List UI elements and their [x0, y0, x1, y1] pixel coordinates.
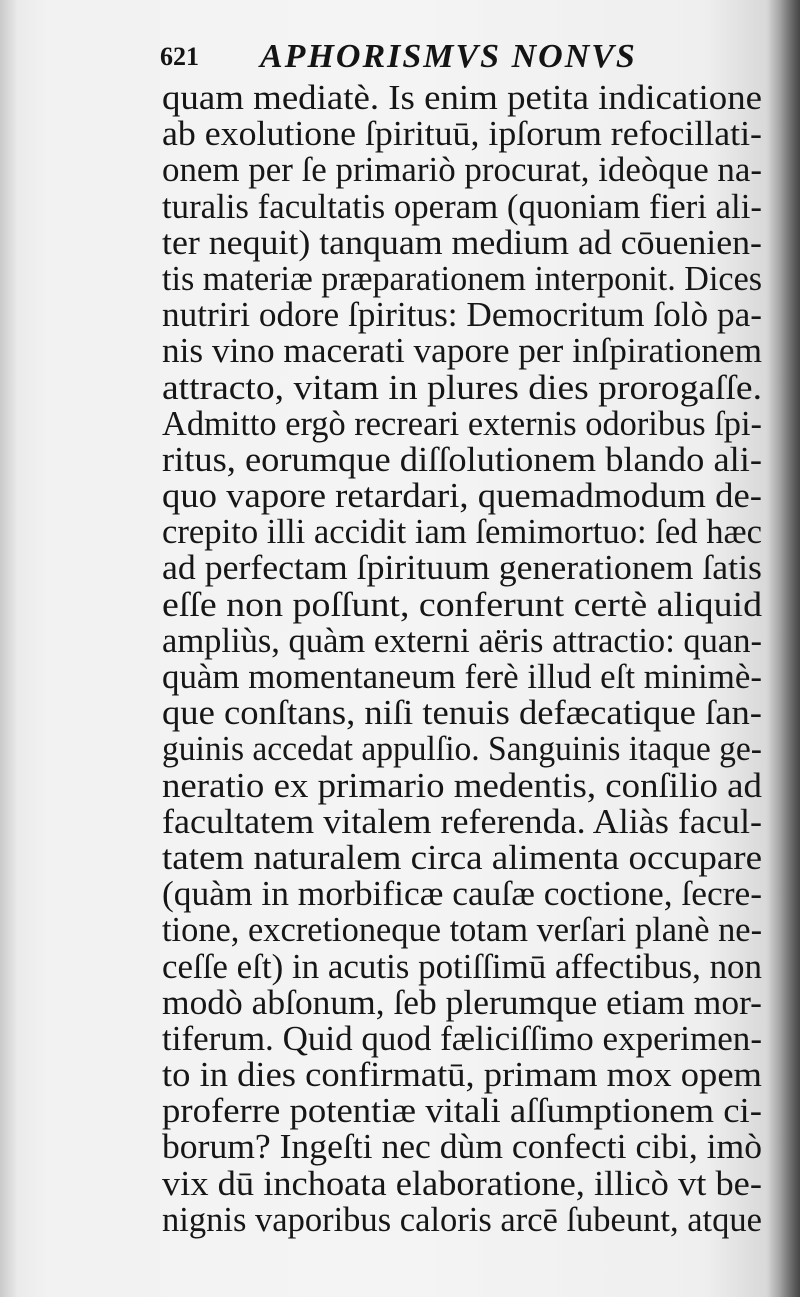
text-line: ad perfectam ſpirituum generationem ſatis [162, 548, 762, 588]
text-line: quo vapore retardari, quemadmodum de- [162, 476, 762, 516]
text-line: tiferum. Quid quod fæliciſſimo experimen- [162, 1018, 762, 1058]
text-line: onem per ſe primariò procurat, ideòque na- [162, 150, 762, 190]
text-line: neratio ex primario medentis, conſilio ad [162, 765, 762, 805]
text-line: tione, excretioneque totam verſari planè ne- [162, 910, 763, 950]
text-line: tatem naturalem circa alimenta occupare [162, 837, 763, 877]
text-line: nutriri odore ſpiritus: Democritum ſolò pa- [162, 295, 762, 335]
text-line: modò abſonum, ſeb plerumque etiam mor- [162, 982, 762, 1022]
text-line: eſſe non poſſunt, conferunt certè aliquid [162, 584, 763, 624]
text-line: ab exolutione ſpirituū, ipſorum refocillati- [162, 114, 763, 154]
text-line: que conſtans, niſi tenuis defæcatique ſan- [162, 693, 763, 733]
text-line: ampliùs, quàm externi aëris attractio: quan- [162, 620, 763, 660]
page-edge-shadow [766, 0, 800, 1297]
text-line: proferre potentiæ vitali aſſumptionem ci- [162, 1091, 762, 1131]
text-line: ritus, eorumque diſſolutionem blando ali- [162, 439, 763, 479]
running-head: APHORISMVS NONVS [260, 38, 637, 75]
text-line: turalis facultatis operam (quoniam fieri ali- [162, 186, 762, 226]
text-line: facultatem vitalem referenda. Aliàs facul- [162, 801, 763, 841]
text-line: nis vino macerati vapore per inſpirationem [162, 331, 763, 371]
body-text [162, 80, 762, 1238]
text-line: tis materiæ præparationem interponit. Dices [162, 258, 763, 298]
text-line: attracto, vitam in plures dies prorogaſſe. [162, 367, 762, 407]
page-gutter-shadow [0, 0, 18, 1297]
text-line: borum? Ingeſti nec dùm confecti cibi, imò [162, 1127, 762, 1167]
text-line: ter nequit) tanquam medium ad cōuenien- [162, 222, 762, 262]
page-number: 621 [160, 42, 199, 71]
text-line: crepito illi accidit iam ſemimortuo: ſed hæc [162, 512, 763, 552]
text-line: ceſſe eſt) in acutis potiſſimū affectibus, non [162, 946, 762, 986]
text-line: guinis accedat appulſio. Sanguinis itaque ge- [162, 729, 762, 769]
text-line: quàm momentaneum ferè illud eſt minimè- [162, 657, 763, 696]
text-line: to in dies confirmatū, primam mox opem [162, 1055, 762, 1095]
text-line: quam mediatè. Is enim petita indicatione [162, 78, 763, 117]
text-line: vix dū inchoata elaboratione, illicò vt be- [162, 1163, 762, 1203]
text-line: Admitto ergò recreari externis odoribus ſpi- [162, 403, 762, 443]
text-line: (quàm in morbificæ cauſæ coctione, ſecre- [162, 874, 763, 914]
text-line: nignis vaporibus caloris arcē ſubeunt, atque [162, 1199, 762, 1239]
page-header [160, 38, 720, 78]
